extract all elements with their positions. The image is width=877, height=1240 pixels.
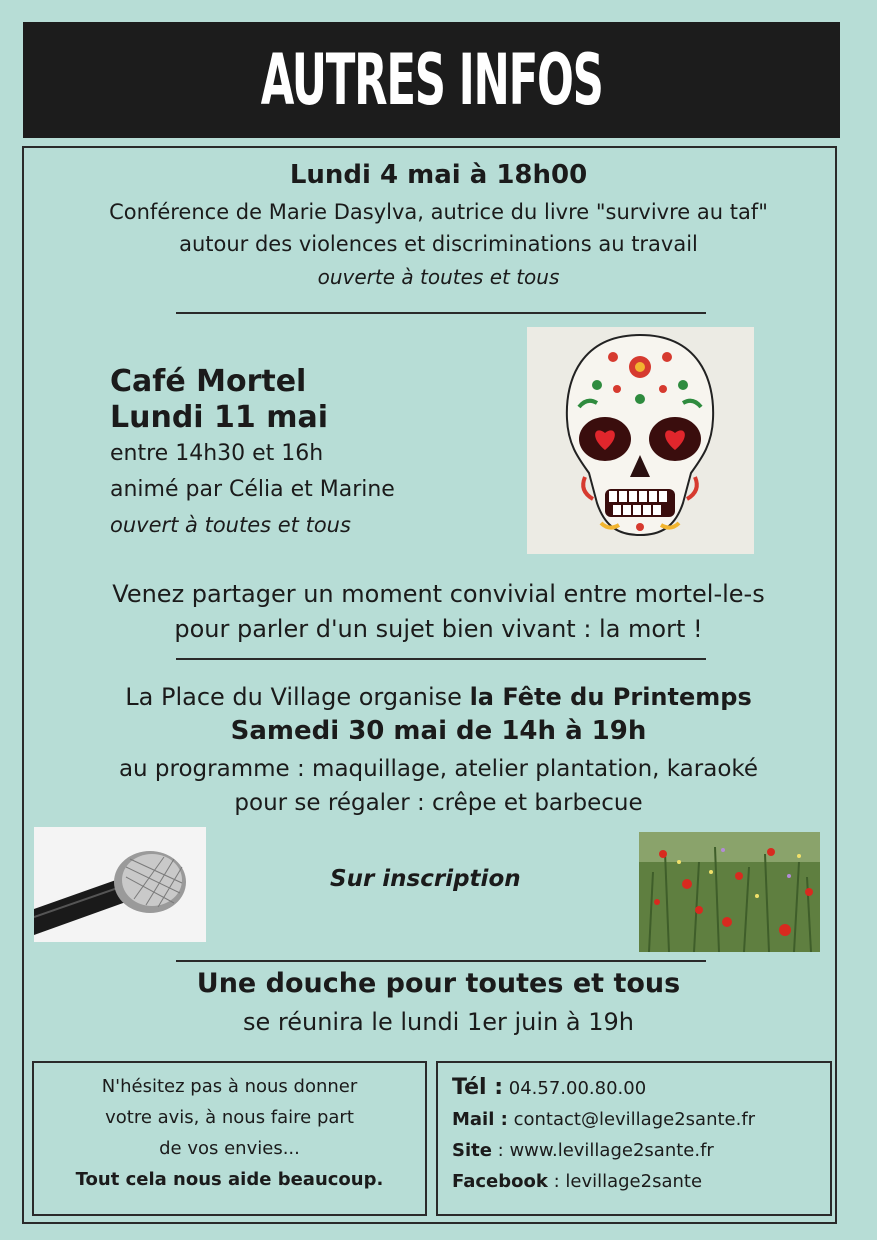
facebook-value[interactable]: : levillage2sante	[547, 1171, 703, 1192]
conference-title: Lundi 4 mai à 18h00	[289, 160, 588, 190]
feedback-line-3: de vos envies...	[159, 1138, 300, 1159]
mail-label: Mail :	[452, 1109, 508, 1130]
cafe-hosts: animé par Célia et Marine	[110, 477, 395, 502]
flowers-icon	[639, 832, 820, 952]
feedback-line-1: N'hésitez pas à nous donner	[101, 1076, 358, 1097]
feedback-line-2: votre avis, à nous faire part	[105, 1107, 354, 1128]
contact-tel-row	[452, 1072, 830, 1104]
microphone-image	[34, 827, 206, 942]
separator-2	[176, 658, 706, 660]
header-banner	[23, 22, 840, 138]
contact-facebook-row	[452, 1166, 830, 1197]
cafe-time: entre 14h30 et 16h	[110, 441, 324, 466]
contact-site-row	[452, 1135, 830, 1166]
fete-name: la Fête du Printemps	[469, 683, 752, 711]
tel-label: Tél :	[452, 1075, 504, 1100]
conference-audience: ouverte à toutes et tous	[317, 265, 560, 289]
conference-line-1: Conférence de Marie Dasylva, autrice du livre "survivre au taf"	[109, 200, 768, 224]
separator-1	[176, 312, 706, 314]
fete-food: pour se régaler : crêpe et barbecue	[234, 790, 643, 816]
mail-value[interactable]: contact@levillage2sante.fr	[507, 1109, 756, 1130]
site-label: Site	[452, 1140, 492, 1161]
cafe-audience: ouvert à toutes et tous	[110, 513, 351, 537]
feedback-box	[32, 1061, 427, 1216]
cafe-date: Lundi 11 mai	[110, 400, 329, 435]
cafe-mortel-block	[110, 364, 395, 542]
wildflower-meadow-image	[639, 832, 820, 952]
facebook-label: Facebook	[452, 1171, 548, 1192]
contact-box	[436, 1061, 832, 1216]
page-title: AUTRES INFOS	[260, 39, 603, 121]
cafe-description-1: Venez partager un moment convivial entre mortel-le-s	[112, 580, 765, 608]
conference-line-2: autour des violences et discriminations au travail	[179, 232, 698, 256]
fete-intro-line	[0, 683, 877, 711]
fete-date: Samedi 30 mai de 14h à 19h	[230, 716, 647, 746]
fete-intro: La Place du Village organise	[125, 683, 470, 711]
microphone-icon	[34, 827, 206, 942]
site-value[interactable]: : www.levillage2sante.fr	[491, 1140, 714, 1161]
cafe-title: Café Mortel	[110, 364, 307, 399]
separator-3	[176, 960, 706, 962]
skull-icon	[527, 327, 754, 554]
sugar-skull-image	[527, 327, 754, 554]
feedback-line-4: Tout cela nous aide beaucoup.	[75, 1169, 384, 1190]
registration-note: Sur inscription	[330, 866, 521, 892]
cafe-description-2: pour parler d'un sujet bien vivant : la mort !	[174, 615, 703, 643]
fete-program: au programme : maquillage, atelier plantation, karaoké	[118, 756, 759, 782]
douche-line: se réunira le lundi 1er juin à 19h	[243, 1008, 634, 1036]
tel-value[interactable]: 04.57.00.80.00	[503, 1078, 647, 1099]
douche-title: Une douche pour toutes et tous	[196, 968, 681, 999]
contact-mail-row	[452, 1104, 830, 1135]
